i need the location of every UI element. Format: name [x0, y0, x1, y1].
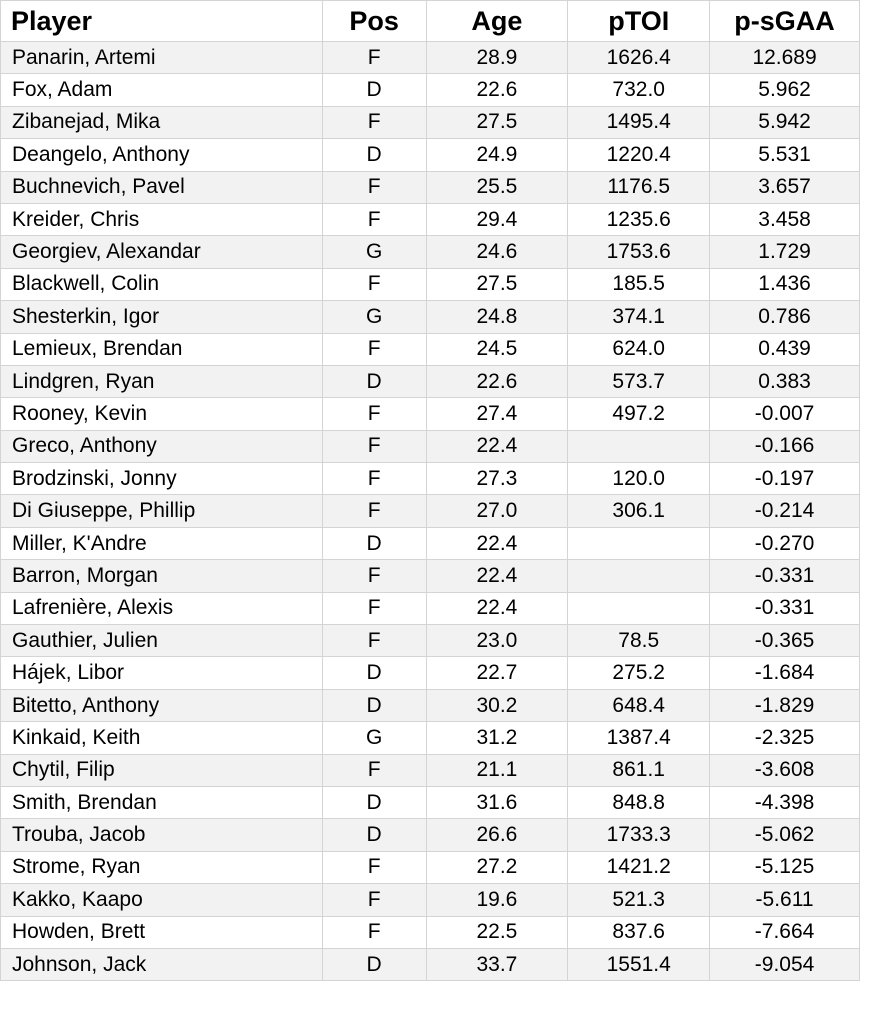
cell-pos: F [322, 495, 426, 527]
cell-player: Greco, Anthony [1, 430, 323, 462]
cell-p-sgaa: -5.125 [710, 851, 860, 883]
table-row [1, 203, 860, 235]
cell-p-sgaa: 0.786 [710, 301, 860, 333]
cell-pos: F [322, 203, 426, 235]
cell-pos: D [322, 948, 426, 980]
cell-p-sgaa: -0.007 [710, 398, 860, 430]
cell-p-sgaa: 1.729 [710, 236, 860, 268]
table-row [1, 786, 860, 818]
cell-p-sgaa: -2.325 [710, 722, 860, 754]
cell-age: 27.2 [426, 851, 568, 883]
table-row [1, 657, 860, 689]
table-row [1, 625, 860, 657]
cell-ptoi: 1495.4 [568, 106, 710, 138]
cell-pos: D [322, 74, 426, 106]
cell-player: Brodzinski, Jonny [1, 463, 323, 495]
cell-p-sgaa: -0.331 [710, 592, 860, 624]
cell-age: 24.6 [426, 236, 568, 268]
cell-player: Zibanejad, Mika [1, 106, 323, 138]
table-body [1, 42, 860, 981]
table-row [1, 301, 860, 333]
cell-p-sgaa: -0.197 [710, 463, 860, 495]
cell-pos: D [322, 657, 426, 689]
cell-p-sgaa: -9.054 [710, 948, 860, 980]
cell-age: 22.6 [426, 365, 568, 397]
cell-pos: F [322, 171, 426, 203]
cell-pos: D [322, 527, 426, 559]
table-row [1, 495, 860, 527]
table-row [1, 74, 860, 106]
cell-ptoi: 374.1 [568, 301, 710, 333]
cell-p-sgaa: 5.531 [710, 139, 860, 171]
table-row [1, 430, 860, 462]
cell-pos: G [322, 236, 426, 268]
cell-player: Panarin, Artemi [1, 42, 323, 74]
cell-p-sgaa: 5.962 [710, 74, 860, 106]
cell-age: 22.4 [426, 592, 568, 624]
column-header-pos: Pos [322, 1, 426, 42]
cell-ptoi: 1387.4 [568, 722, 710, 754]
cell-pos: F [322, 754, 426, 786]
cell-ptoi: 1551.4 [568, 948, 710, 980]
cell-pos: D [322, 365, 426, 397]
cell-pos: F [322, 884, 426, 916]
cell-ptoi: 573.7 [568, 365, 710, 397]
cell-pos: F [322, 625, 426, 657]
cell-ptoi: 497.2 [568, 398, 710, 430]
table-row [1, 171, 860, 203]
cell-ptoi: 1753.6 [568, 236, 710, 268]
cell-ptoi: 1733.3 [568, 819, 710, 851]
cell-player: Fox, Adam [1, 74, 323, 106]
cell-age: 25.5 [426, 171, 568, 203]
cell-age: 29.4 [426, 203, 568, 235]
cell-ptoi: 185.5 [568, 268, 710, 300]
cell-player: Barron, Morgan [1, 560, 323, 592]
cell-player: Blackwell, Colin [1, 268, 323, 300]
cell-age: 22.4 [426, 560, 568, 592]
cell-player: Gauthier, Julien [1, 625, 323, 657]
cell-ptoi: 275.2 [568, 657, 710, 689]
cell-pos: F [322, 106, 426, 138]
table-row [1, 948, 860, 980]
cell-pos: F [322, 916, 426, 948]
cell-pos: F [322, 430, 426, 462]
cell-p-sgaa: 3.458 [710, 203, 860, 235]
cell-player: Georgiev, Alexandar [1, 236, 323, 268]
table-row [1, 463, 860, 495]
cell-player: Kakko, Kaapo [1, 884, 323, 916]
cell-pos: F [322, 333, 426, 365]
cell-pos: F [322, 42, 426, 74]
column-header-age: Age [426, 1, 568, 42]
cell-player: Lafrenière, Alexis [1, 592, 323, 624]
cell-pos: F [322, 851, 426, 883]
table-row [1, 754, 860, 786]
cell-age: 27.4 [426, 398, 568, 430]
cell-pos: F [322, 268, 426, 300]
cell-player: Deangelo, Anthony [1, 139, 323, 171]
cell-ptoi: 624.0 [568, 333, 710, 365]
cell-ptoi: 1421.2 [568, 851, 710, 883]
cell-age: 31.2 [426, 722, 568, 754]
cell-ptoi: 648.4 [568, 689, 710, 721]
cell-ptoi: 848.8 [568, 786, 710, 818]
cell-player: Hájek, Libor [1, 657, 323, 689]
cell-age: 27.0 [426, 495, 568, 527]
table-row [1, 916, 860, 948]
cell-p-sgaa: 5.942 [710, 106, 860, 138]
cell-ptoi [568, 527, 710, 559]
table-row [1, 689, 860, 721]
table-row [1, 592, 860, 624]
cell-player: Chytil, Filip [1, 754, 323, 786]
cell-ptoi: 1235.6 [568, 203, 710, 235]
cell-age: 23.0 [426, 625, 568, 657]
table-row [1, 236, 860, 268]
cell-ptoi: 1220.4 [568, 139, 710, 171]
cell-age: 22.7 [426, 657, 568, 689]
cell-pos: G [322, 301, 426, 333]
cell-ptoi: 1626.4 [568, 42, 710, 74]
cell-ptoi: 837.6 [568, 916, 710, 948]
table-header [1, 1, 860, 42]
cell-ptoi: 120.0 [568, 463, 710, 495]
cell-pos: F [322, 398, 426, 430]
cell-p-sgaa: -0.365 [710, 625, 860, 657]
cell-ptoi: 306.1 [568, 495, 710, 527]
cell-player: Bitetto, Anthony [1, 689, 323, 721]
table-row [1, 560, 860, 592]
cell-player: Kreider, Chris [1, 203, 323, 235]
column-header-ptoi: pTOI [568, 1, 710, 42]
cell-age: 28.9 [426, 42, 568, 74]
cell-pos: D [322, 139, 426, 171]
cell-p-sgaa: -1.829 [710, 689, 860, 721]
cell-age: 27.5 [426, 106, 568, 138]
cell-p-sgaa: 3.657 [710, 171, 860, 203]
cell-ptoi: 78.5 [568, 625, 710, 657]
table-row [1, 851, 860, 883]
cell-ptoi: 861.1 [568, 754, 710, 786]
cell-player: Miller, K'Andre [1, 527, 323, 559]
header-row [1, 1, 860, 42]
column-header-p-sgaa: p-sGAA [710, 1, 860, 42]
cell-player: Johnson, Jack [1, 948, 323, 980]
table-row [1, 365, 860, 397]
cell-ptoi: 1176.5 [568, 171, 710, 203]
cell-pos: F [322, 560, 426, 592]
cell-player: Smith, Brendan [1, 786, 323, 818]
table-row [1, 819, 860, 851]
cell-age: 31.6 [426, 786, 568, 818]
cell-player: Buchnevich, Pavel [1, 171, 323, 203]
cell-p-sgaa: 12.689 [710, 42, 860, 74]
table-row [1, 139, 860, 171]
cell-player: Di Giuseppe, Phillip [1, 495, 323, 527]
table-row [1, 333, 860, 365]
cell-pos: D [322, 819, 426, 851]
column-header-player: Player [1, 1, 323, 42]
cell-age: 27.5 [426, 268, 568, 300]
table-row [1, 268, 860, 300]
cell-age: 19.6 [426, 884, 568, 916]
cell-age: 22.5 [426, 916, 568, 948]
cell-p-sgaa: -5.611 [710, 884, 860, 916]
table-row [1, 398, 860, 430]
cell-p-sgaa: -7.664 [710, 916, 860, 948]
cell-ptoi: 732.0 [568, 74, 710, 106]
cell-p-sgaa: 0.439 [710, 333, 860, 365]
cell-age: 26.6 [426, 819, 568, 851]
cell-p-sgaa: -0.166 [710, 430, 860, 462]
cell-player: Shesterkin, Igor [1, 301, 323, 333]
cell-player: Howden, Brett [1, 916, 323, 948]
cell-pos: D [322, 786, 426, 818]
cell-pos: G [322, 722, 426, 754]
cell-p-sgaa: 1.436 [710, 268, 860, 300]
cell-player: Trouba, Jacob [1, 819, 323, 851]
cell-age: 21.1 [426, 754, 568, 786]
cell-ptoi: 521.3 [568, 884, 710, 916]
cell-p-sgaa: -4.398 [710, 786, 860, 818]
cell-ptoi [568, 560, 710, 592]
cell-age: 22.4 [426, 527, 568, 559]
cell-age: 24.5 [426, 333, 568, 365]
cell-ptoi [568, 592, 710, 624]
cell-p-sgaa: -1.684 [710, 657, 860, 689]
cell-p-sgaa: -5.062 [710, 819, 860, 851]
table-row [1, 527, 860, 559]
table-row [1, 42, 860, 74]
cell-pos: F [322, 463, 426, 495]
cell-player: Lemieux, Brendan [1, 333, 323, 365]
cell-player: Rooney, Kevin [1, 398, 323, 430]
cell-p-sgaa: -0.270 [710, 527, 860, 559]
cell-player: Strome, Ryan [1, 851, 323, 883]
cell-p-sgaa: -0.331 [710, 560, 860, 592]
cell-age: 24.9 [426, 139, 568, 171]
cell-age: 33.7 [426, 948, 568, 980]
cell-player: Lindgren, Ryan [1, 365, 323, 397]
cell-p-sgaa: -0.214 [710, 495, 860, 527]
cell-pos: D [322, 689, 426, 721]
table-row [1, 106, 860, 138]
cell-age: 27.3 [426, 463, 568, 495]
cell-age: 30.2 [426, 689, 568, 721]
cell-player: Kinkaid, Keith [1, 722, 323, 754]
cell-p-sgaa: -3.608 [710, 754, 860, 786]
cell-age: 22.4 [426, 430, 568, 462]
cell-ptoi [568, 430, 710, 462]
table-row [1, 722, 860, 754]
cell-p-sgaa: 0.383 [710, 365, 860, 397]
table-row [1, 884, 860, 916]
cell-age: 22.6 [426, 74, 568, 106]
cell-age: 24.8 [426, 301, 568, 333]
cell-pos: F [322, 592, 426, 624]
